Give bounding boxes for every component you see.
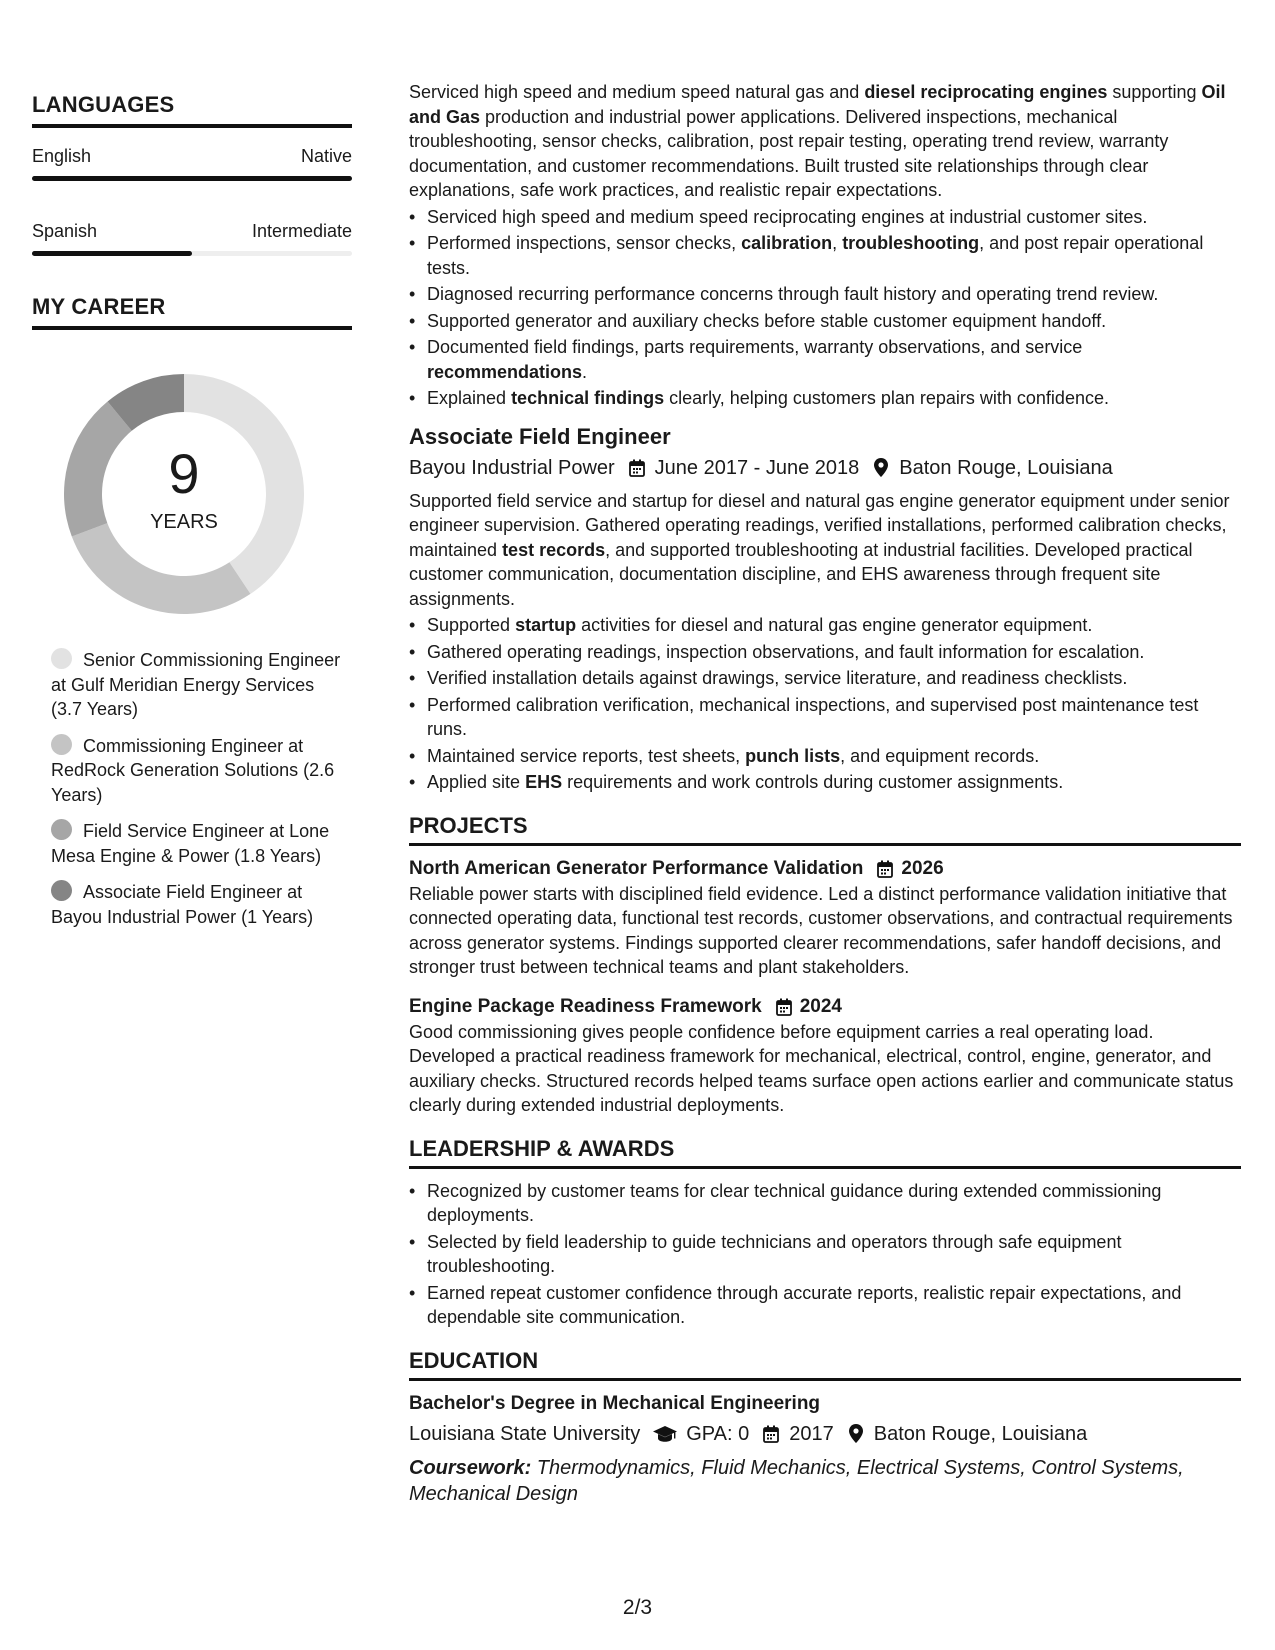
gpa: GPA: 0 [686, 1422, 750, 1445]
education-heading: EDUCATION [409, 1348, 1241, 1381]
languages-heading: LANGUAGES [32, 92, 352, 128]
career-legend-text: Commissioning Engineer at RedRock Generation Solutions (2.6 Years) [51, 735, 335, 805]
language-proficiency-bar [32, 251, 352, 256]
project-title [409, 994, 1241, 1020]
bullet-text: , and post repair operational tests. [427, 233, 1204, 278]
school-name: Louisiana State University [409, 1422, 641, 1445]
bullet-bold: troubleshooting [842, 233, 980, 253]
legend-dot-icon [51, 734, 72, 755]
project-year: 2024 [799, 995, 842, 1017]
career-legend-item [51, 880, 341, 929]
bullet-text: clearly, helping customers plan repairs with confidence. [664, 388, 1109, 408]
company-name: Bayou Industrial Power [409, 456, 615, 479]
bullet-text: Maintained service reports, test sheets, [427, 745, 746, 766]
job-meta [409, 455, 1241, 481]
job-title: Associate Field Engineer [409, 423, 671, 449]
bullet-item [409, 613, 1241, 638]
bullet-item [409, 335, 1241, 384]
bullet-item: • Verified installation details against drawings, service literature, and readiness checklists. [409, 666, 1241, 691]
bullet-item [409, 744, 1241, 769]
main-column [409, 80, 1241, 1507]
language-level: Native [300, 146, 352, 166]
summary-text: supporting [1107, 82, 1202, 102]
career-legend-item [51, 819, 341, 868]
award-item: • Selected by field leadership to guide technicians and operators through safe equipment troubleshooting. [409, 1230, 1241, 1279]
education-meta [409, 1421, 1241, 1447]
summary-text: , and supported troubleshooting at industrial facilities. Developed practical customer communication, documentation discipline, and EHS awareness through frequent site assignments. [409, 539, 1193, 609]
language-proficiency-fill [32, 176, 352, 181]
job-location: Baton Rouge, Louisiana [899, 456, 1113, 479]
bullet-text: Performed inspections, sensor checks, [427, 233, 742, 253]
career-legend-item [51, 734, 341, 808]
career-donut-chart [64, 374, 304, 614]
career-legend-text: Associate Field Engineer at Bayou Industrial Power (1 Years) [51, 882, 314, 927]
page-number: 2/3 [622, 1596, 653, 1619]
summary-bold: Oil and Gas [409, 82, 1226, 127]
summary-text: production and industrial power applications. Delivered inspections, mechanical troubleshooting, sensor checks, calibration, post repair testing, operating trend review, warranty documentation, and customer recommendations. Built trusted site relationships through clear explanations, safe work practices, and realistic repair expectations. [409, 106, 1169, 200]
award-item: • Recognized by customer teams for clear technical guidance during extended commissioning deployments. [409, 1179, 1241, 1228]
legend-dot-icon [51, 880, 72, 901]
career-legend-text: Field Service Engineer at Lone Mesa Engine & Power (1.8 Years) [51, 821, 330, 866]
language-name: Spanish [32, 221, 98, 241]
job-dates: June 2017 - June 2018 [654, 456, 860, 479]
coursework-label: Coursework: [409, 1456, 532, 1479]
bullet-item [409, 386, 1241, 411]
bullet-text: activities for diesel and natural gas engine generator equipment. [576, 615, 1093, 635]
career-years-unit: YEARS [150, 511, 218, 533]
degree-title: Bachelor's Degree in Mechanical Engineering [409, 1392, 821, 1414]
bullet-bold: EHS [525, 772, 563, 792]
language-proficiency-bar [32, 176, 352, 181]
award-item: • Earned repeat customer confidence through accurate reports, realistic repair expectations, and dependable site communication. [409, 1281, 1241, 1330]
experience-summary [409, 80, 1241, 203]
bullet-text: , [832, 233, 843, 253]
summary-bold: diesel reciprocating engines [864, 82, 1108, 102]
project-description: Reliable power starts with disciplined field evidence. Led a distinct performance validation initiative that connected operating data, functional test records, customer observations, and contractual requirements across generator systems. Findings supported clearer recommendations, safer handoff decisions, and stronger trust between technical teams and plant stakeholders. [409, 883, 1233, 977]
bullet-text: Supported [427, 615, 516, 635]
language-row [32, 219, 352, 243]
bullet-item [409, 231, 1241, 280]
bullet-item: • Supported generator and auxiliary checks before stable customer equipment handoff. [409, 309, 1241, 334]
summary-text: Serviced high speed and medium speed natural gas and [409, 82, 865, 102]
project-description: Good commissioning gives people confidence before equipment carries a real operating load. Developed a practical readiness framework for mechanical, electrical, control, engine, generator, and auxiliary checks. Structured records helped teams surface open actions earlier and communicate status clearly during extended industrial deployments. [409, 1021, 1234, 1115]
calendar-icon [627, 457, 647, 479]
bullet-item: • Performed calibration verification, mechanical inspections, and supervised post maintenance test runs. [409, 693, 1241, 742]
project-title [409, 856, 1241, 882]
graduation-year: 2017 [789, 1422, 834, 1445]
bullet-bold: technical findings [511, 388, 665, 408]
experience-bullets [409, 205, 1241, 411]
career-donut-segment-1 [72, 523, 251, 614]
summary-bold: test records [502, 539, 606, 560]
bullet-text: , and equipment records. [840, 745, 1040, 766]
summary-text: Supported field service and startup for diesel and natural gas engine generator equipment under senior engineer supervision. Gathered operating readings, verified installations, performed calibration checks, maintained [409, 490, 1230, 560]
career-total-years: 9 [168, 442, 200, 505]
bullet-text: requirements and work controls during customer assignments. [562, 772, 1064, 792]
bullet-text: Documented field findings, parts requirements, warranty observations, and service [427, 337, 1083, 357]
bullet-bold: calibration [741, 233, 833, 253]
map-pin-icon [846, 1423, 866, 1445]
calendar-icon [875, 858, 895, 880]
school-location: Baton Rouge, Louisiana [873, 1422, 1088, 1445]
calendar-icon [761, 1423, 781, 1445]
legend-dot-icon [51, 648, 72, 669]
languages-list [32, 144, 352, 256]
coursework [409, 1455, 1241, 1507]
bullet-text: Applied site [427, 772, 526, 792]
job-bullets [409, 613, 1241, 795]
awards-list [409, 1179, 1241, 1330]
language-proficiency-fill [32, 251, 192, 256]
project-name: Engine Package Readiness Framework [409, 995, 762, 1017]
bullet-item: • Diagnosed recurring performance concerns through fault history and operating trend review. [409, 282, 1241, 307]
legend-dot-icon [51, 819, 72, 840]
career-heading: MY CAREER [32, 294, 352, 330]
bullet-bold: recommendations [427, 361, 583, 382]
bullet-bold: punch lists [745, 745, 841, 766]
bullet-item: • Serviced high speed and medium speed reciprocating engines at industrial customer sites. [409, 205, 1241, 230]
bullet-text: Explained [427, 388, 512, 408]
project-year: 2026 [901, 857, 944, 879]
map-pin-icon [871, 457, 891, 479]
project-name: North American Generator Performance Validation [409, 857, 864, 879]
awards-heading: LEADERSHIP & AWARDS [409, 1136, 1241, 1169]
coursework-list: Thermodynamics, Fluid Mechanics, Electrical Systems, Control Systems, Mechanical Design [409, 1456, 1184, 1505]
sidebar [32, 92, 352, 941]
language-level: Intermediate [251, 221, 352, 241]
bullet-item [409, 770, 1241, 795]
career-legend-item [51, 648, 341, 722]
bullet-text: . [582, 361, 588, 382]
language-name: English [32, 146, 92, 166]
bullet-bold: startup [515, 615, 577, 635]
career-legend [51, 648, 341, 929]
career-legend-text: Senior Commissioning Engineer at Gulf Meridian Energy Services (3.7 Years) [51, 650, 341, 719]
projects-heading: PROJECTS [409, 813, 1241, 846]
bullet-item: • Gathered operating readings, inspection observations, and fault information for escalation. [409, 640, 1241, 665]
language-row [32, 144, 352, 168]
graduation-cap-icon [652, 1423, 678, 1445]
calendar-icon [774, 996, 794, 1018]
job-summary [409, 489, 1241, 612]
